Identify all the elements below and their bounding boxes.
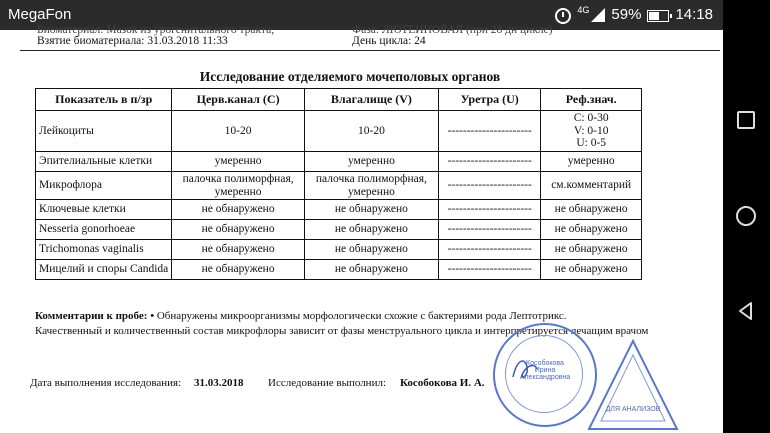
vaginal-value: 10-20 (304, 111, 438, 152)
table-row (36, 240, 642, 260)
clock-time: 14:18 (675, 6, 713, 23)
cervical-value: не обнаружено (172, 260, 304, 280)
table-row (36, 220, 642, 240)
urethra-value: ---------------------- (439, 260, 541, 280)
execution-date-label: Дата выполнения исследования: (30, 377, 182, 389)
sample-date: Взятие биоматериала: 31.03.2018 11:33 (37, 35, 228, 47)
urethra-value: ---------------------- (439, 220, 541, 240)
recent-apps-icon[interactable] (735, 109, 757, 131)
vaginal-value: не обнаружено (304, 240, 438, 260)
vaginal-value: не обнаружено (304, 220, 438, 240)
battery-icon (647, 10, 669, 22)
table-row (36, 111, 642, 152)
urethra-value: ---------------------- (439, 240, 541, 260)
cycle-day: День цикла: 24 (352, 35, 426, 47)
navigation-bar (723, 0, 770, 433)
results-table (35, 88, 642, 280)
comment-line-1: Обнаружены микроорганизмы морфологически схожие с бактериями рода Лептотрикс. (156, 310, 567, 322)
column-header: Церв.канал (C) (172, 89, 304, 111)
network-type-label: 4G (577, 4, 590, 15)
status-icons (555, 6, 713, 23)
header-divider (20, 50, 720, 51)
cervical-value: палочка полиморфная, умеренно (172, 171, 304, 199)
cervical-value: не обнаружено (172, 220, 304, 240)
reference-value: не обнаружено (541, 240, 642, 260)
reference-value: см.комментарий (541, 171, 642, 199)
reference-value: не обнаружено (541, 260, 642, 280)
performer-label: Исследование выполнил: (268, 377, 387, 389)
battery-percent: 59% (611, 6, 642, 23)
vaginal-value: умеренно (304, 151, 438, 171)
table-header-row (36, 89, 642, 111)
comment-label: Комментарии к пробе: • (35, 310, 155, 322)
indicator-name: Лейкоциты (36, 111, 172, 152)
indicator-name: Ключевые клетки (36, 200, 172, 220)
reference-value: не обнаружено (541, 200, 642, 220)
triangle-stamp-text: ДЛЯ АНАЛИЗОВ (605, 406, 661, 413)
cervical-value: 10-20 (172, 111, 304, 152)
column-header: Влагалище (V) (304, 89, 438, 111)
biomaterial-cut-text: Биоматериал: Мазок из урогенитального тракта, (37, 24, 275, 36)
alarm-clock-icon (555, 8, 571, 24)
urethra-value: ---------------------- (439, 171, 541, 199)
vaginal-value: не обнаружено (304, 260, 438, 280)
column-header: Реф.знач. (541, 89, 642, 111)
table-row (36, 200, 642, 220)
indicator-name: Микрофлора (36, 171, 172, 199)
table-row (36, 260, 642, 280)
reference-value: умеренно (541, 151, 642, 171)
indicator-name: Мицелий и споры Candida (36, 260, 172, 280)
execution-date-value: 31.03.2018 (194, 377, 244, 389)
phase-cut-text: Фаза: ЛЮТЕИНОВАЯ (при 28 дн цикле) (352, 24, 553, 36)
home-icon[interactable] (735, 205, 757, 227)
column-header: Показатель в п/зр (36, 89, 172, 111)
reference-value: C: 0-30 V: 0-10 U: 0-5 (541, 111, 642, 152)
table-row (36, 171, 642, 199)
urethra-value: ---------------------- (439, 200, 541, 220)
vaginal-value: не обнаружено (304, 200, 438, 220)
urethra-value: ---------------------- (439, 111, 541, 152)
cervical-value: умеренно (172, 151, 304, 171)
cell-signal-icon (591, 8, 605, 22)
cervical-value: не обнаружено (172, 200, 304, 220)
column-header: Уретра (U) (439, 89, 541, 111)
carrier-name: MegaFon (8, 6, 72, 23)
back-icon[interactable] (735, 300, 757, 322)
round-stamp-text: Кособокова Ирина Александровна (519, 360, 571, 381)
triangle-stamp (583, 333, 683, 433)
cervical-value: не обнаружено (172, 240, 304, 260)
vaginal-value: палочка полиморфная, умеренно (304, 171, 438, 199)
reference-value: не обнаружено (541, 220, 642, 240)
indicator-name: Trichomonas vaginalis (36, 240, 172, 260)
comment-line-2: Качественный и количественный состав микрофлоры зависит от фазы менструального цикла и интерпретируется лечащим врачом (35, 325, 649, 338)
indicator-name: Эпителиальные клетки (36, 151, 172, 171)
indicator-name: Nesseria gonorhoeae (36, 220, 172, 240)
performer-name: Кособокова И. А. (400, 377, 485, 389)
urethra-value: ---------------------- (439, 151, 541, 171)
handwritten-signature (505, 355, 545, 385)
report-title: Исследование отделяемого мочеполовых органов (199, 69, 501, 84)
table-row (36, 151, 642, 171)
